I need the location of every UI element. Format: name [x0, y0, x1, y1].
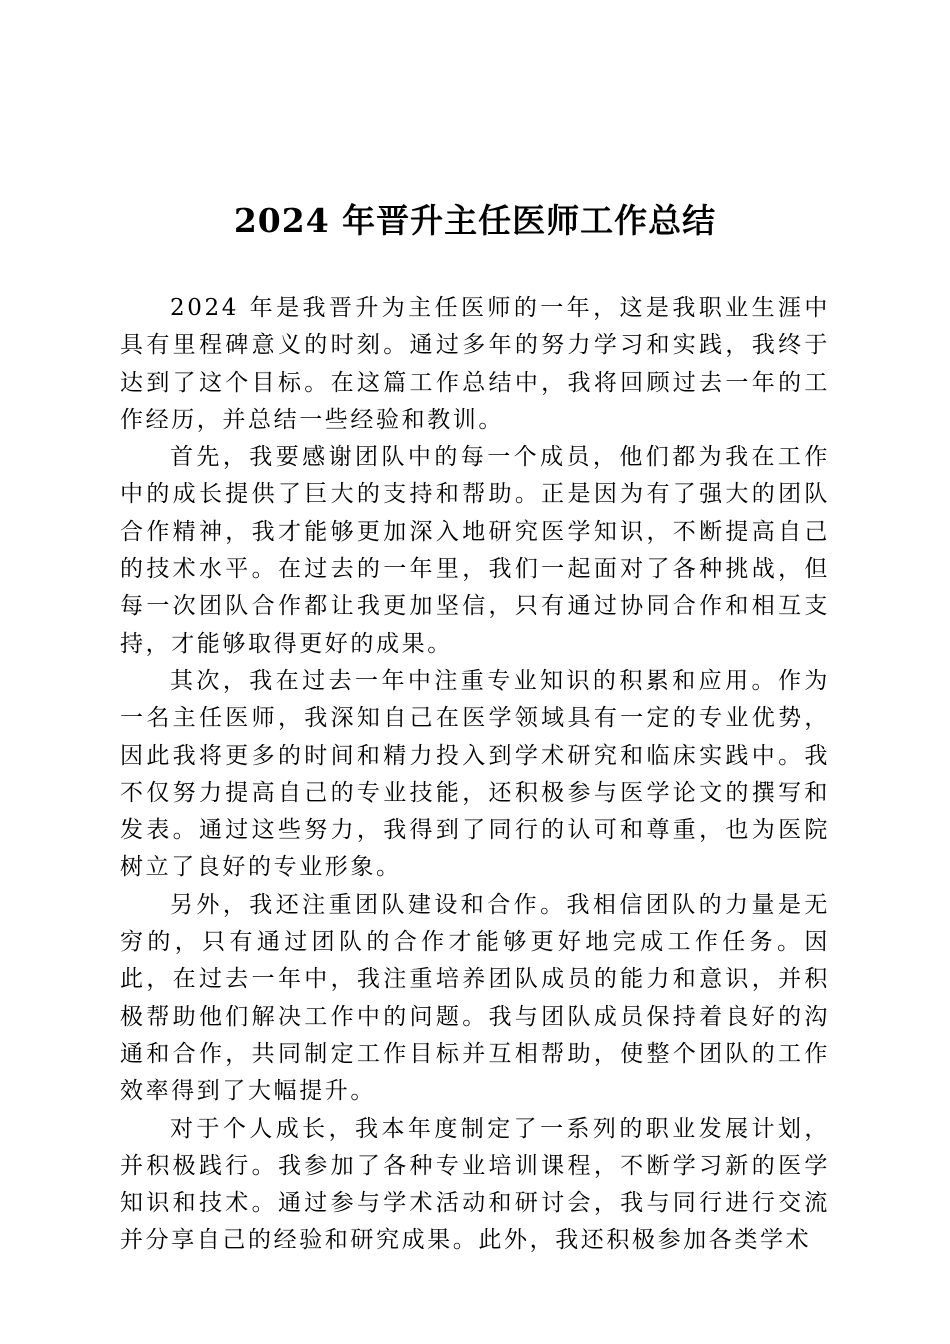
paragraph-4: 另外，我还注重团队建设和合作。我相信团队的力量是无穷的，只有通过团队的合作才能够更好地完成工作任务。因此，在过去一年中，我注重培养团队成员的能力和意识，并积极帮助他们解决工作中的问题。我与团队成员保持着良好的沟通和合作，共同制定工作目标并互相帮助，使整个团队的工作效率得到了大幅提升。: [120, 891, 830, 1105]
document-body: [120, 290, 830, 1260]
paragraph-3: 其次，我在过去一年中注重专业知识的积累和应用。作为一名主任医师，我深知自己在医学领域具有一定的专业优势，因此我将更多的时间和精力投入到学术研究和临床实践中。我不仅努力提高自己的专业技能，还积极参与医学论文的撰写和发表。通过这些努力，我得到了同行的认可和尊重，也为医院树立了良好的专业形象。: [120, 667, 830, 881]
document-title: 2024 年晋升主任医师工作总结: [233, 201, 717, 240]
paragraph-1: 2024 年是我晋升为主任医师的一年，这是我职业生涯中具有里程碑意义的时刻。通过多年的努力学习和实践，我终于达到了这个目标。在这篇工作总结中，我将回顾过去一年的工作经历，并总结一些经验和教训。: [120, 295, 830, 433]
paragraph-2: 首先，我要感谢团队中的每一个成员，他们都为我在工作中的成长提供了巨大的支持和帮助。正是因为有了强大的团队合作精神，我才能够更加深入地研究医学知识，不断提高自己的技术水平。在过去的一年里，我们一起面对了各种挑战，但每一次团队合作都让我更加坚信，只有通过协同合作和相互支持，才能够取得更好的成果。: [120, 444, 830, 657]
paragraph-5: 对于个人成长，我本年度制定了一系列的职业发展计划，并积极践行。我参加了各种专业培训课程，不断学习新的医学知识和技术。通过参与学术活动和研讨会，我与同行进行交流并分享自己的经验和研究成果。此外，我还积极参加各类学术: [120, 1115, 830, 1254]
